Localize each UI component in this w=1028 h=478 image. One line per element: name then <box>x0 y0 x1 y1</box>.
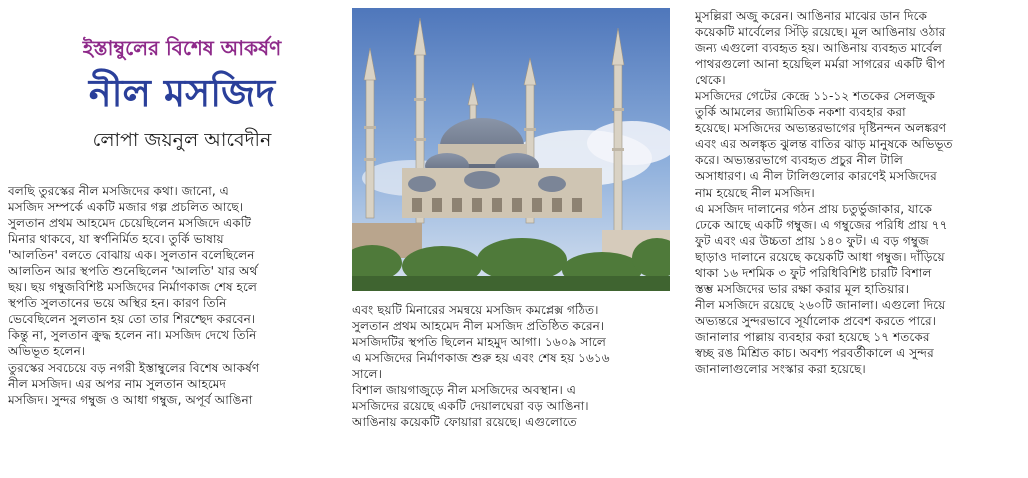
text-line: অসাধারণ। এ নীল টালিগুলোর কারণেই মসজিদের <box>695 169 937 184</box>
text-line: ফুট এবং এর উচ্চতা প্রায় ১৪০ ফুট। এ বড় গম্বুজ <box>695 233 929 248</box>
text-line: নীল মসজিদে রয়েছে ২৬০টি জানালা। এগুলো দিয়ে <box>695 297 946 312</box>
article-column-3 <box>695 8 1025 377</box>
text-line: নাম হয়েছে নীল মসজিদ। <box>695 185 815 200</box>
text-line: সুলতান প্রথম আহমেদ নীল মসজিদ প্রতিষ্ঠিত করেন। <box>352 319 605 334</box>
text-line: অভ্যন্তরে সুন্দরভাবে সূর্যালোক প্রবেশ করতে পারে। <box>695 313 937 328</box>
text-line: নীল মসজিদ। এর অপর নাম সুলতান আহমেদ <box>8 376 226 391</box>
text-line: স্তম্ভ মসজিদের ভার রক্ষা করার মূল হাতিয়ার। <box>695 281 909 296</box>
text-line: কিন্তু না, সুলতান ক্রুদ্ধ হলেন না। মসজিদ দেখে তিনি <box>8 328 257 343</box>
text-line: আলতিন আর স্থপতি শুনেছিলেন 'আলতি' যার অর্থ <box>8 264 258 279</box>
text-line: আঙিনায় কয়েকটি ফোয়ারা রয়েছে। এগুলোতে <box>352 415 577 430</box>
text-line: তুরস্কের সবচেয়ে বড় নগরী ইস্তাম্বুলের বিশেষ আকর্ষণ <box>8 360 260 375</box>
article-kicker: ইস্তাম্বুলের বিশেষ আকর্ষণ <box>82 36 282 60</box>
text-line: ঢেকে আছে একটি গম্বুজ। এ গম্বুজের পরিধি প্রায় ৭৭ <box>695 217 948 232</box>
text-line: মসজিদটির স্থপতি ছিলেন মাহমুদ আগা। ১৬০৯ সালে <box>352 335 606 350</box>
text-line: মিনার থাকবে, যা স্বর্ণনির্মিত হবে। তুর্কি ভাষায় <box>8 232 224 247</box>
blue-mosque-photo <box>352 8 670 291</box>
text-line: মসজিদ সম্পর্কে একটি মজার গল্প প্রচলিত আছে। <box>8 200 244 215</box>
text-line: স্থপতি সুলতানের ভয়ে অস্থির হন। কারণ তিনি <box>8 296 227 311</box>
text-line: হয়েছে। মসজিদের অভ্যন্তরভাগের দৃষ্টিনন্দন অলঙ্করণ <box>695 121 947 136</box>
text-line: জানালার পাল্লায় ব্যবহার করা হয়েছে ১৭ শতকের <box>695 329 930 344</box>
text-line: সালে। <box>352 367 382 382</box>
article-headline: নীল মসজিদ <box>88 71 276 115</box>
text-line: পাথরগুলো আনা হয়েছিল মর্মরা সাগরের একটি দ্বীপ <box>695 57 946 72</box>
text-line: জন্য এগুলো ব্যবহৃত হয়। আঙিনায় ব্যবহৃত মার্বেল <box>695 41 942 56</box>
text-line: সুলতান প্রথম আহমেদ চেয়েছিলেন মসজিদে একটি <box>8 216 252 231</box>
text-line: এ মসজিদ দালানের গঠন প্রায় চতুর্ভুজাকার, যাকে <box>695 201 932 216</box>
article-column-1 <box>8 183 346 408</box>
text-line: মুসল্লিরা অজু করেন। আঙিনার মাঝের ডান দিকে <box>695 9 928 23</box>
text-line: ভেবেছিলেন সুলতান হয় তো তার শিরশ্ছেদ করবেন। <box>8 312 256 327</box>
text-line: বিশাল জায়গাজুড়ে নীল মসজিদের অবস্থান। এ <box>352 383 577 398</box>
text-line: থাকা ১৬ দশমিক ৩ ফুট পরিধিবিশিষ্ট চারটি বিশাল <box>695 265 932 280</box>
text-line: মসজিদের গেটের কেন্দ্রে ১১-১২ শতকের সেলজুক <box>695 89 936 104</box>
text-line: অভিভূত হলেন। <box>8 344 86 359</box>
text-line: তুর্কি আমলের জ্যামিতিক নকশা ব্যবহার করা <box>695 105 906 120</box>
text-line: এ মসজিদের নির্মাণকাজ শুরু হয় এবং শেষ হয় ১৬১৬ <box>352 351 610 366</box>
text-line: করে। অভ্যন্তরভাগে ব্যবহৃত প্রচুর নীল টালি <box>695 153 903 168</box>
text-line: এবং ছয়টি মিনারের সমন্বয়ে মসজিদ কমপ্লেক্স গঠিত। <box>352 303 599 317</box>
article-column-2 <box>352 302 688 430</box>
text-line: এবং এর অলঙ্কৃত ঝুলন্ত বাতির ঝাড় মানুষকে অভিভূত <box>695 137 953 152</box>
text-line: থেকে। <box>695 73 726 88</box>
text-line: ছাড়াও দালানে রয়েছে কয়েকটি আধা গম্বুজ। দাঁড়িয়ে <box>695 249 945 264</box>
text-line: মসজিদ। সুন্দর গম্বুজ ও আধা গম্বুজ, অপূর্ব আঙিনা <box>8 392 253 407</box>
text-line: কয়েকটি মার্বেলের সিঁড়ি রয়েছে। মূল আঙিনায় ওঠার <box>695 25 946 40</box>
text-line: 'আলতিন' বলতে বোঝায় এক। সুলতান বলেছিলেন <box>8 248 255 263</box>
text-line: জানালাগুলোর সংস্কার করা হয়েছে। <box>695 362 866 377</box>
article-byline: লোপা জয়নুল আবেদীন <box>92 129 272 151</box>
text-line: বলছি তুরস্কের নীল মসজিদের কথা। জানো, এ <box>8 184 229 198</box>
text-line: স্বচ্ছ রঙ মিশ্রিত কাচ। অবশ্য পরবর্তীকালে এ সুন্দর <box>695 345 934 360</box>
text-line: মসজিদের রয়েছে একটি দেয়ালঘেরা বড় আঙিনা। <box>352 399 589 414</box>
text-line: ছয়। ছয় গম্বুজবিশিষ্ট মসজিদের নির্মাণকাজ শেষ হলে <box>8 280 257 295</box>
